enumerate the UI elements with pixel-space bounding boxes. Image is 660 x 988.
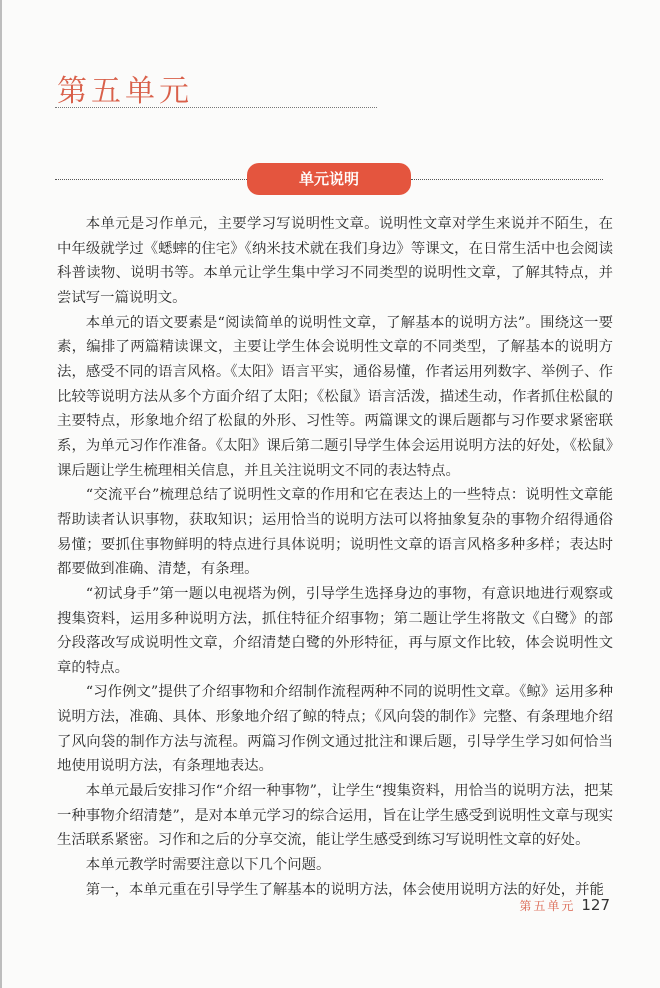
unit-title: 第五单元 <box>57 74 193 109</box>
section-divider-left <box>55 179 247 180</box>
page-number: 127 <box>581 896 610 914</box>
section-divider-right <box>411 179 603 180</box>
paragraph: 第一，本单元重在引导学生了解基本的说明方法，体会使用说明方法的好处，并能 <box>85 881 604 898</box>
title-divider <box>55 107 377 108</box>
section-badge: 单元说明 <box>247 163 411 195</box>
paragraph: “初试身手”第一题以电视塔为例，引导学生选择身边的事物，有意识地进行观察或搜集资料，运用多种说明方法，抓住特征介绍事物；第二题让学生将散文《白鹭》的部分段落改写成说明性文章，介绍清楚白鹭的外形特征，再与原文作比较，体会说明性文章的特点。 <box>57 585 613 676</box>
page-footer <box>519 896 610 914</box>
footer-unit-label: 第五单元 <box>519 899 576 913</box>
paragraph: 本单元最后安排习作“介绍一种事物”，让学生“搜集资料，用恰当的说明方法，把某一种事物介绍清楚”，是对本单元学习的综合运用，旨在让学生感受到说明性文章与现实生活联系紧密。习作和之后的分享交流，能让学生感受到练习写说明性文章的好处。 <box>57 783 613 849</box>
paragraph: “习作例文”提供了介绍事物和介绍制作流程两种不同的说明性文章。《鲸》运用多种说明方法，准确、具体、形象地介绍了鲸的特点；《风向袋的制作》完整、有条理地介绍了风向袋的制作方法与流程。两篇习作例文通过批注和课后题，引导学生学习如何恰当地使用说明方法，有条理地表达。 <box>57 684 613 775</box>
paragraph: 本单元教学时需要注意以下几个问题。 <box>85 857 331 874</box>
paragraph: 本单元的语文要素是“阅读简单的说明性文章，了解基本的说明方法”。围绕这一要素，编排了两篇精读课文，主要让学生体会说明性文章的不同类型，了解基本的说明方法，感受不同的语言风格。《太阳》语言平实，通俗易懂，作者运用列数字、举例子、作比较等说明方法从多个方面介绍了太阳；《松鼠》语言活泼，描述生动，作者抓住松鼠的主要特点，形象地介绍了松鼠的外形、习性等。两篇课文的课后题都与习作要求紧密联系，为单元习作作准备。《太阳》课后第二题引导学生体会运用说明方法的好处，《松鼠》课后题让学生梳理相关信息，并且关注说明文不同的表达特点。 <box>57 314 613 479</box>
paragraph: 本单元是习作单元，主要学习写说明性文章。说明性文章对学生来说并不陌生，在中年级就学过《蟋蟀的住宅》《纳米技术就在我们身边》等课文，在日常生活中也会阅读科普读物、说明书等。本单元让学生集中学习不同类型的说明性文章，了解其特点，并尝试写一篇说明文。 <box>57 216 613 306</box>
paragraph: “交流平台”梳理总结了说明性文章的作用和它在表达上的一些特点：说明性文章能帮助读者认识事物，获取知识；运用恰当的说明方法可以将抽象复杂的事物介绍得通俗易懂；要抓住事物鲜明的特点进行具体说明；说明性文章的语言风格多种多样；表达时都要做到准确、清楚，有条理。 <box>57 487 613 578</box>
page-edge <box>0 0 2 988</box>
body-text <box>57 212 613 902</box>
